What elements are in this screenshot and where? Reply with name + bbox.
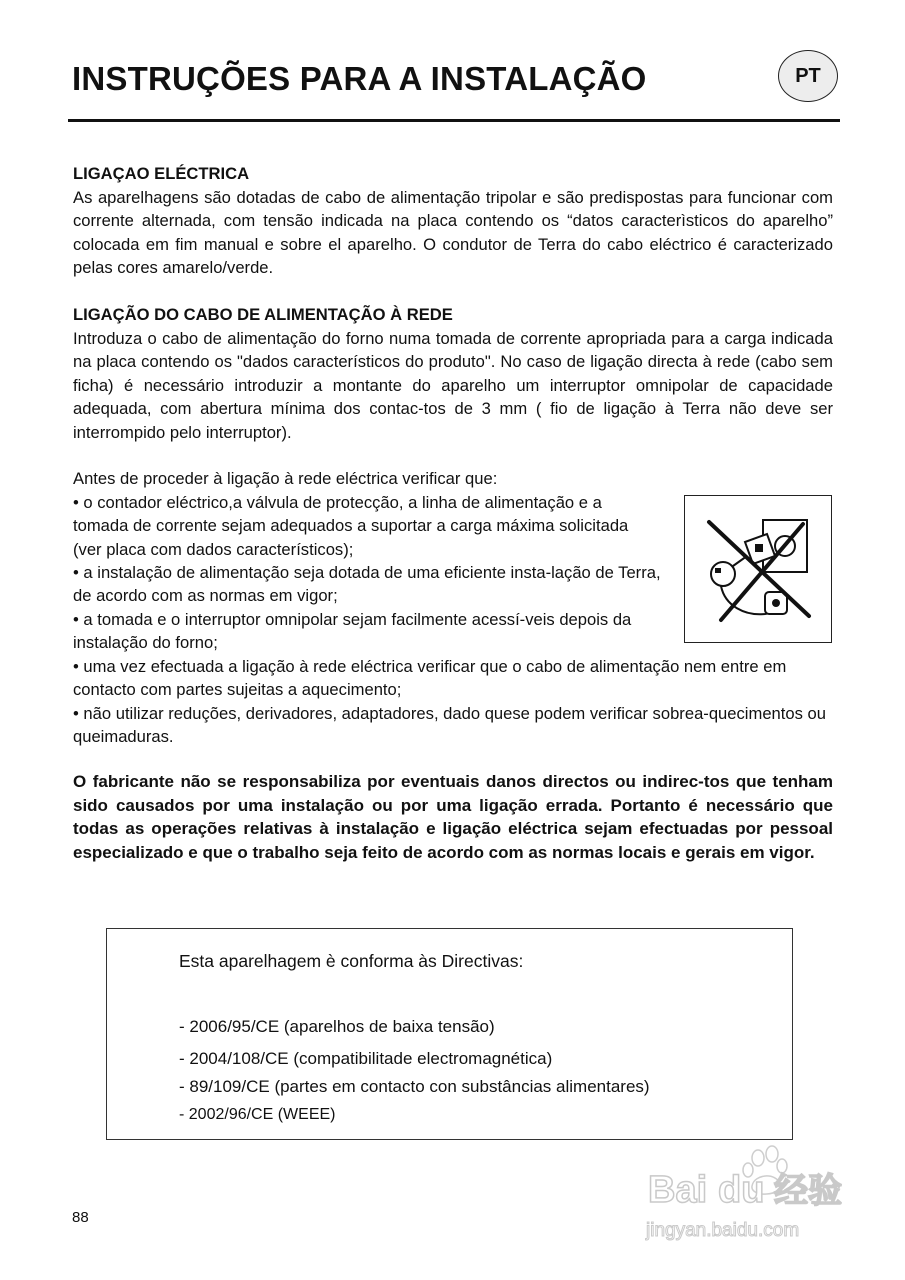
crossed-plug-icon <box>685 496 831 642</box>
mains-section <box>73 303 833 444</box>
watermark-brand-tail: du <box>718 1169 765 1211</box>
watermark-cn: 经验 <box>774 1171 842 1211</box>
list-item: • não utilizar reduções, derivadores, adaptadores, dado quese podem verificar sobrea-quecimentos ou queimaduras. <box>73 703 826 746</box>
warning-text: O fabricante não se responsabiliza por eventuais danos directos ou indirec-tos que tenham sido causados por uma instalação ou por uma ligação errada. Portanto é necessário que todas as operações relativas à instalação e ligação eléctrica sejam efectuadas por pessoal especializado e que o trabalho seja feito de acordo com as normas locais e gerais em vigor. <box>73 772 833 862</box>
directive-item: - 89/109/CE (partes em contacto con substâncias alimentares) <box>179 1077 650 1096</box>
directives-list <box>179 1013 650 1129</box>
list-item: • o contador eléctrico,a válvula de protecção, a linha de alimentação e a tomada de corrente sejam adequados a suportar a carga máxima solicitada (ver placa com dados característicos); <box>73 492 629 559</box>
language-badge: PT <box>778 50 838 102</box>
watermark-brand: Bai <box>648 1169 708 1211</box>
directives-box <box>106 928 793 1140</box>
directive-item: - 2006/95/CE (aparelhos de baixa tensão) <box>179 1017 495 1036</box>
checks-intro: Antes de proceder à ligação à rede eléctrica verificar que: <box>73 469 498 488</box>
mains-text: Introduza o cabo de alimentação do forno numa tomada de corrente apropriada para a carga indicada na placa contendo os "dados característicos do produto". No caso de ligação directa à rede (cabo sem ficha) é necessário introduzir a montante do aparelho um interruptor omnipolar de capacidade adequada, com abertura mínima dos contac-tos de 3 mm ( fio de ligação à Terra não deve ser interrompido pelo interruptor). <box>73 328 833 442</box>
mains-heading: LIGAÇÃO DO CABO DE ALIMENTAÇÃO À REDE <box>73 305 453 324</box>
electrical-section <box>73 162 833 280</box>
list-item: • a instalação de alimentação seja dotada de uma eficiente insta-lação de Terra, de acordo com as normas em vigor; <box>73 562 661 605</box>
manufacturer-warning <box>73 770 833 864</box>
directive-item: - 2002/96/CE (WEEE) <box>179 1106 336 1123</box>
list-item: • a tomada e o interruptor omnipolar sejam facilmente acessí-veis depois da instalação do forno; <box>73 609 632 652</box>
directive-item: - 2004/108/CE (compatibilitade electromagnética) <box>179 1049 553 1068</box>
page-number: 88 <box>72 1209 89 1226</box>
electrical-heading: LIGAÇAO ELÉCTRICA <box>73 164 250 183</box>
title-divider <box>68 119 840 122</box>
list-item: • uma vez efectuada a ligação à rede eléctrica verificar que o cabo de alimentação nem entre em contacto com partes sujeitas a aquecimento; <box>73 656 787 699</box>
baidu-watermark <box>640 1140 855 1250</box>
directives-intro: Esta aparelhagem è conforma às Directivas: <box>179 951 524 971</box>
no-adapter-illustration <box>684 495 832 643</box>
watermark-url: jingyan.baidu.com <box>646 1220 800 1241</box>
page-title: INSTRUÇÕES PARA A INSTALAÇÃO <box>72 60 647 97</box>
electrical-text: As aparelhagens são dotadas de cabo de alimentação tripolar e são predispostas para funcionar com corrente alternada, com tensão indicada na placa contendo os “datos caracterìsticos do aparelho” colocada em fim manual e sobre el aparelho. O condutor de Terra do cabo eléctrico é caracterizado pelas cores amarelo/verde. <box>73 187 833 277</box>
